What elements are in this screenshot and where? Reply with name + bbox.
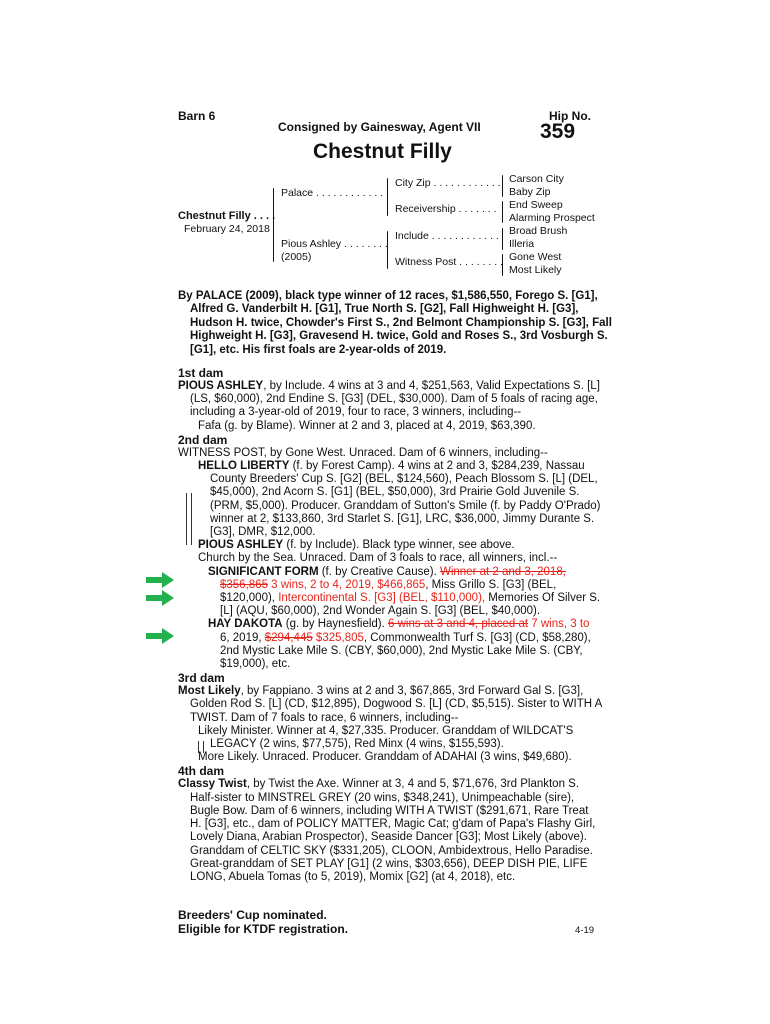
sire-paragraph: By PALACE (2009), black type winner of 12 races, $1,586,550, Forego S. [G1], Alfred G. Vanderbilt H. [G1], True North S. [G2], Fall Highweight H. [G3], Hudson H. twice, Chowder's First S., 2nd Belmont Championship S. [G3], Fall Highweight H. [G3], Gravesend H. twice, Gold and Roses S., 3rd Vosburgh S. [G1], etc. His first foals are 2-year-olds of 2019.: [178, 290, 612, 356]
sf-update-1: 3 wins, 2 to 4, 2019, $466,865: [267, 578, 426, 591]
pedigree-gg: Gone West: [509, 251, 562, 263]
hd-text-c: , Commonwealth Turf S. [G3] (CD, $58,280), 2nd Mystic Lake Mile S. (CBY, $60,000), 2nd Mystic Lake Mile S. (CBY, $19,000), etc.: [220, 631, 591, 671]
brace-sire: [387, 178, 388, 216]
update-arrow-icon: [146, 628, 174, 644]
pedigree-gg: Broad Brush: [509, 225, 568, 237]
family-bar: [186, 493, 192, 545]
hd-strike-2: $294,445: [264, 631, 313, 644]
sf-update-2: Intercontinental S. [G3] (BEL, $110,000),: [278, 592, 486, 605]
significant-form-name: SIGNIFICANT FORM: [208, 565, 319, 578]
pious-ashley-text: (f. by Include). Black type winner, see above.: [283, 539, 515, 552]
dam3-more-likely: More Likely. Unraced. Producer. Granddam of ADAHAI (3 wins, $49,680).: [198, 751, 572, 764]
dam4-heading: 4th dam: [178, 764, 225, 779]
dam1-text: , by Include. 4 wins at 3 and 4, $251,563, Valid Expectations S. [L] (LS, $60,000), 2nd Endine S. [G3] (DEL, $30,000). Dam of 5 foals of racing age, including a 3-year-old of 2019, four to race, 3 winners, including--: [190, 380, 600, 419]
pedigree-gg: Alarming Prospect: [509, 212, 595, 224]
brace-gg-1: [502, 175, 503, 197]
dam3-name: Most Likely: [178, 685, 241, 698]
hello-liberty-text: (f. by Forest Camp). 4 wins at 2 and 3, $284,239, Nassau County Breeders' Cup S. [G2] (BEL, $124,560), Peach Blossom S. [L] (DEL, $45,000), 2nd Acorn S. [G1] (BEL, $50,000), 3rd Prairie Gold Juvenile S. (PRM, $5,000). Producer. Granddam of Sutton's Smile (f. by Paddy O'Prado) winner at 2, $133,860, 3rd Starlet S. [G1], LRC, $36,000, Jimmy Durante S. [G3], DMR, $12,000.: [210, 460, 601, 539]
hd-update-1: 7 wins, 3 to: [528, 618, 590, 631]
pedigree-subject: Chestnut Filly . . . .: [178, 210, 276, 222]
update-arrow-icon: [146, 590, 174, 606]
sf-text-c: Memories Of Silver S. [L] (AQU, $60,000), 2nd Wonder Again S. [G3] (BEL, $40,000).: [220, 592, 601, 618]
hello-liberty-name: HELLO LIBERTY: [198, 460, 290, 473]
hd-strike-1: 6 wins at 3 and 4, placed at: [388, 618, 529, 631]
hd-update-2: $325,805: [312, 631, 364, 644]
pedigree-gg: Baby Zip: [509, 186, 551, 198]
pious-ashley-name: PIOUS ASHLEY: [198, 539, 284, 552]
catalog-body: [178, 366, 602, 884]
pedigree-gsire-sire: City Zip . . . . . . . . . . . .: [395, 177, 501, 189]
dam2-pious-ashley: [178, 539, 602, 552]
dam1-name: PIOUS ASHLEY: [178, 380, 264, 392]
hd-text-a: (g. by Haynesfield).: [282, 618, 389, 631]
dam2-intro: WITNESS POST, by Gone West. Unraced. Dam of 6 winners, including--: [178, 446, 548, 459]
hay-dakota-name: HAY DAKOTA: [208, 618, 283, 631]
update-arrow-icon: [146, 572, 174, 588]
brace-dam: [387, 231, 388, 269]
hd-text-b: 6, 2019,: [220, 631, 265, 644]
hip-label: Hip No.: [549, 109, 591, 123]
ktdf-note: Eligible for KTDF registration.: [178, 922, 349, 936]
breeders-cup-note: Breeders' Cup nominated.: [178, 908, 327, 922]
sf-strike: Winner at 2 and 3, 2018, $356,865: [220, 565, 566, 591]
brace-gg-4: [502, 254, 503, 276]
pedigree-gg: Most Likely: [509, 264, 562, 276]
dam3-paragraph: [178, 685, 602, 725]
pedigree-gdam-dam: Witness Post . . . . . . . .: [395, 256, 503, 268]
consignor: Consigned by Gainesway, Agent VII: [278, 120, 481, 134]
dam4-paragraph: [178, 778, 602, 884]
dam3-text: , by Fappiano. 3 wins at 2 and 3, $67,865, 3rd Forward Gal S. [G3], Golden Rod S. [L] (CD, $12,895), Dogwood S. [L] (CD, $5,515). Sister to WITH A TWIST. Dam of 7 foals to race, 6 winners, including--: [190, 685, 602, 724]
dam2-heading: 2nd dam: [178, 432, 228, 447]
dam1-paragraph: [178, 380, 602, 420]
brace-main: [273, 188, 274, 262]
dam3-heading: 3rd dam: [178, 671, 225, 686]
pedigree-dam-year: (2005): [281, 251, 312, 263]
page-title: Chestnut Filly: [313, 140, 452, 163]
pedigree-gg: End Sweep: [509, 199, 563, 211]
pedigree-dam: Pious Ashley . . . . . . . .: [281, 238, 388, 250]
dam2-hello-liberty: [178, 460, 602, 539]
dam1-foal: Fafa (g. by Blame). Winner at 2 and 3, placed at 4, 2019, $63,390.: [198, 419, 536, 432]
pedigree-birth: February 24, 2018: [184, 223, 270, 235]
page-code: 4-19: [575, 925, 595, 936]
dam2-church: Church by the Sea. Unraced. Dam of 3 foals to race, all winners, incl.--: [198, 552, 558, 565]
hip-number: 359: [540, 120, 576, 143]
brace-gg-3: [502, 228, 503, 250]
dam4-name: Classy Twist: [178, 778, 247, 791]
barn-number: Barn 6: [178, 109, 216, 123]
brace-gg-2: [502, 201, 503, 223]
sf-text-a: (f. by Creative Cause).: [318, 565, 440, 578]
dam3-likely-minister: Likely Minister. Winner at 4, $27,335. Producer. Granddam of WILDCAT'S LEGACY (2 wins, $77,575), Red Minx (4 wins, $155,593).: [198, 724, 574, 751]
dam4-text: , by Twist the Axe. Winner at 3, 4 and 5, $71,676, 3rd Plankton S. Half-sister to MINSTREL GREY (20 wins, $348,241), Unimpeachable (sire), Bugle Bow. Dam of 6 winners, including WITH A TWIST ($291,671, Rare Treat H. [G3], etc., dam of POLICY MATTER, Magic Cat; g'dam of Papa's Flashy Girl, Lovely Diana, Arabian Prospector), Seaside Dancer [G3]; Most Likely (above). Granddam of CELTIC SKY ($331,205), CLOON, Ambidextrous, Hello Paradise. Great-granddam of SET PLAY [G1] (2 wins, $303,656), DEEP DISH PIE, LIFE LONG, Abuela Tomas (to 5, 2019), Momix [G2] (at 4, 2018), etc.: [190, 778, 596, 883]
family-bar: [198, 741, 204, 753]
pedigree-sire: Palace . . . . . . . . . . . .: [281, 187, 384, 199]
pedigree-gg: Carson City: [509, 173, 564, 185]
dam2-hay-dakota: [178, 618, 602, 671]
pedigree-gsire-dam: Receivership . . . . . . .: [395, 203, 497, 215]
pedigree-gg: Illeria: [509, 238, 535, 250]
dam1-heading: 1st dam: [178, 366, 224, 380]
pedigree-gdam-sire: Include . . . . . . . . . . . .: [395, 230, 499, 242]
dam2-significant-form: [178, 566, 602, 619]
sf-text-b: , Miss Grillo S. [G3] (BEL, $120,000),: [220, 578, 557, 605]
